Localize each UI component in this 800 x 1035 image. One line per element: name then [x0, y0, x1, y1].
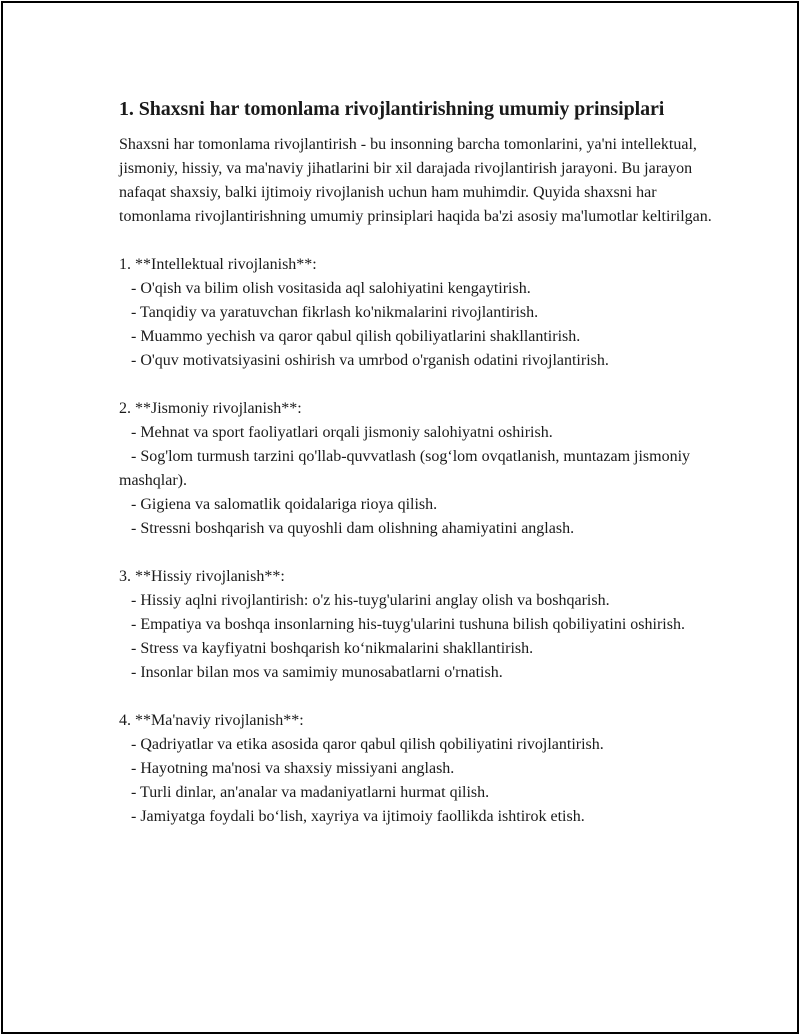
- section-heading: 4. **Ma'naviy rivojlanish**:: [119, 712, 304, 729]
- section-heading: 1. **Intellektual rivojlanish**:: [119, 256, 317, 273]
- list-item: - Hayotning ma'nosi va shaxsiy missiyani anglash.: [119, 760, 455, 777]
- list-item: - Stressni boshqarish va quyoshli dam olishning ahamiyatini anglash.: [119, 520, 575, 537]
- section-manaviy: [119, 709, 719, 829]
- intro-paragraph: Shaxsni har tomonlama rivojlantirish - bu insonning barcha tomonlarini, ya'ni intellektual, jismoniy, hissiy, va ma'naviy jihatlarini bir xil darajada rivojlantirish jarayoni. Bu jarayon nafaqat shaxsiy, balki ijtimoiy rivojlanish uchun ham muhimdir. Quyida shaxsni har tomonlama rivojlantirishning umumiy prinsiplari haqida ba'zi asosiy ma'lumotlar keltirilgan.: [119, 136, 712, 225]
- list-item: - Stress va kayfiyatni boshqarish ko‘nikmalarini shakllantirish.: [119, 640, 534, 657]
- list-item: - O'quv motivatsiyasini oshirish va umrbod o'rganish odatini rivojlantirish.: [119, 352, 609, 369]
- list-item: - Insonlar bilan mos va samimiy munosabatlarni o'rnatish.: [119, 664, 503, 681]
- list-item: - Tanqidiy va yaratuvchan fikrlash ko'nikmalarini rivojlantirish.: [119, 304, 539, 321]
- document-content: [119, 95, 719, 853]
- list-item: - Mehnat va sport faoliyatlari orqali jismoniy salohiyatni oshirish.: [119, 424, 553, 441]
- section-heading: 3. **Hissiy rivojlanish**:: [119, 568, 285, 585]
- list-item: - Qadriyatlar va etika asosida qaror qabul qilish qobiliyatini rivojlantirish.: [119, 736, 604, 753]
- list-item: - Gigiena va salomatlik qoidalariga rioya qilish.: [119, 496, 438, 513]
- section-heading: 2. **Jismoniy rivojlanish**:: [119, 400, 302, 417]
- list-item: - Turli dinlar, an'analar va madaniyatlarni hurmat qilish.: [119, 784, 490, 801]
- list-item: - Jamiyatga foydali bo‘lish, xayriya va ijtimoiy faollikda ishtirok etish.: [119, 808, 585, 825]
- section-hissiy: [119, 565, 719, 685]
- list-item: - O'qish va bilim olish vositasida aql salohiyatini kengaytirish.: [119, 280, 531, 297]
- document-title: 1. Shaxsni har tomonlama rivojlantirishning umumiy prinsiplari: [119, 98, 665, 120]
- list-item: - Empatiya va boshqa insonlarning his-tuyg'ularini tushuna bilish qobiliyatini oshirish.: [119, 616, 685, 633]
- section-intellektual: [119, 253, 719, 373]
- section-jismoniy: [119, 397, 719, 541]
- list-item: - Sog'lom turmush tarzini qo'llab-quvvatlash (sog‘lom ovqatlanish, muntazam jismoniy mashqlar).: [119, 448, 695, 489]
- list-item: - Hissiy aqlni rivojlantirish: o'z his-tuyg'ularini anglay olish va boshqarish.: [119, 592, 610, 609]
- document-page: [1, 1, 799, 1034]
- list-item: - Muammo yechish va qaror qabul qilish qobiliyatlarini shakllantirish.: [119, 328, 581, 345]
